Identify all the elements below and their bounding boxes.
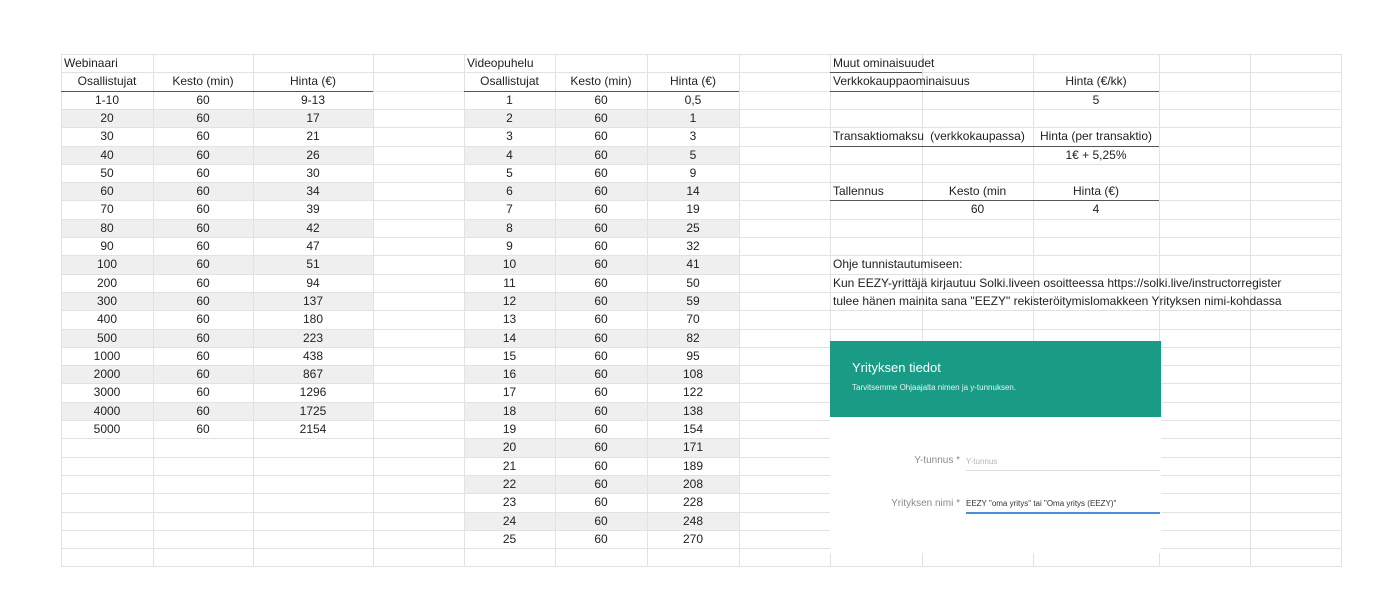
webinar-cell[interactable]: 60 xyxy=(196,312,210,327)
webinar-cell[interactable]: 80 xyxy=(100,220,114,235)
video-cell[interactable]: 3 xyxy=(689,129,697,144)
video-cell[interactable]: 19 xyxy=(686,202,700,217)
transaction-price[interactable]: 1€ + 5,25% xyxy=(1065,147,1127,162)
webinar-cell[interactable]: 60 xyxy=(196,367,210,382)
video-cell[interactable]: 59 xyxy=(686,293,700,308)
webinar-cell[interactable]: 94 xyxy=(306,275,320,290)
webinar-cell[interactable]: 1725 xyxy=(299,403,327,418)
webinar-cell[interactable]: 2154 xyxy=(299,422,327,436)
video-cell[interactable]: 270 xyxy=(682,531,704,546)
form-body xyxy=(830,417,1161,553)
video-cell[interactable]: 95 xyxy=(686,348,700,363)
webinar-cell[interactable]: 1-10 xyxy=(94,92,120,107)
recording-duration-header[interactable]: Kesto (min xyxy=(948,184,1007,199)
video-cell[interactable]: 60 xyxy=(594,110,608,125)
video-cell[interactable]: 60 xyxy=(594,275,608,290)
video-cell[interactable]: 22 xyxy=(502,476,517,491)
webinar-cell[interactable]: 60 xyxy=(196,257,210,272)
webinar-cell[interactable]: 50 xyxy=(100,165,114,180)
video-cell[interactable]: 60 xyxy=(594,531,608,546)
webinar-cell[interactable]: 60 xyxy=(196,129,210,144)
webinar-cell[interactable]: 137 xyxy=(302,293,324,308)
webinar-cell[interactable]: 223 xyxy=(302,330,324,345)
video-cell[interactable]: 0,5 xyxy=(684,92,702,107)
transaction-label[interactable]: Transaktiomaksu xyxy=(833,129,924,144)
recording-label[interactable]: Tallennus xyxy=(833,184,884,199)
video-cell[interactable]: 5 xyxy=(689,147,697,162)
webinar-cell[interactable]: 4000 xyxy=(93,403,121,418)
video-cell[interactable]: 70 xyxy=(686,312,700,327)
video-cell[interactable]: 11 xyxy=(503,275,516,290)
video-cell[interactable]: 60 xyxy=(594,92,608,107)
webinar-cell[interactable]: 180 xyxy=(302,312,324,327)
company-name-label: Yrityksen nimi * xyxy=(891,498,960,509)
video-cell[interactable]: 17 xyxy=(502,385,517,400)
video-cell[interactable]: 14 xyxy=(502,330,517,345)
webinar-cell[interactable]: 200 xyxy=(96,275,118,290)
webinar-cell[interactable]: 60 xyxy=(196,422,210,436)
video-cell[interactable]: 60 xyxy=(594,312,608,327)
webinar-cell[interactable]: 438 xyxy=(302,348,324,363)
ecommerce-price-header[interactable]: Hinta (€/kk) xyxy=(1065,74,1127,89)
video-cell[interactable]: 60 xyxy=(594,476,608,491)
video-cell[interactable]: 60 xyxy=(594,440,608,455)
video-cell[interactable]: 60 xyxy=(594,513,608,528)
webinar-cell[interactable]: 60 xyxy=(196,385,210,400)
webinar-cell[interactable]: 21 xyxy=(306,129,320,144)
webinar-cell[interactable]: 30 xyxy=(306,165,320,180)
webinar-cell[interactable]: 500 xyxy=(96,330,118,345)
video-cell[interactable]: 108 xyxy=(682,367,704,382)
video-cell[interactable]: 60 xyxy=(594,348,608,363)
video-header[interactable]: Kesto (min) xyxy=(570,74,632,89)
company-info-form xyxy=(830,341,1161,553)
transaction-sub[interactable]: (verkkokaupassa) xyxy=(930,129,1025,144)
video-cell[interactable]: 189 xyxy=(682,458,704,473)
video-cell[interactable]: 13 xyxy=(502,312,517,327)
recording-price[interactable]: 4 xyxy=(1092,202,1100,217)
video-cell[interactable]: 25 xyxy=(502,531,517,546)
webinar-cell[interactable]: 400 xyxy=(96,312,118,327)
webinar-cell[interactable]: 60 xyxy=(196,275,210,290)
video-cell[interactable]: 60 xyxy=(594,165,608,180)
video-title[interactable]: Videopuhelu xyxy=(467,56,534,70)
webinar-cell[interactable]: 40 xyxy=(100,147,114,162)
video-cell[interactable]: 16 xyxy=(502,367,517,382)
webinar-cell[interactable]: 60 xyxy=(196,239,210,253)
webinar-cell[interactable]: 60 xyxy=(196,330,210,345)
video-cell[interactable]: 7 xyxy=(506,202,513,217)
ytunnus-label: Y-tunnus * xyxy=(914,455,960,466)
webinar-cell[interactable]: 26 xyxy=(306,147,320,162)
instruction-line[interactable]: Ohje tunnistautumiseen: xyxy=(833,257,963,272)
webinar-cell[interactable]: 70 xyxy=(100,202,114,217)
webinar-cell[interactable]: 60 xyxy=(196,202,210,217)
webinar-cell[interactable]: 2000 xyxy=(93,367,121,382)
webinar-cell[interactable]: 60 xyxy=(196,165,210,180)
recording-price-header[interactable]: Hinta (€) xyxy=(1072,184,1119,199)
webinar-cell[interactable]: 60 xyxy=(196,184,210,199)
webinar-header[interactable]: Kesto (min) xyxy=(172,74,234,89)
webinar-cell[interactable]: 1000 xyxy=(93,348,121,363)
video-cell[interactable]: 5 xyxy=(506,165,513,180)
form-title: Yrityksen tiedot xyxy=(852,360,941,375)
webinar-header[interactable]: Hinta (€) xyxy=(289,74,336,89)
video-cell[interactable]: 171 xyxy=(682,440,704,455)
video-cell[interactable]: 1 xyxy=(506,92,513,107)
video-cell[interactable]: 3 xyxy=(506,129,513,144)
video-cell[interactable]: 60 xyxy=(594,422,608,436)
video-header[interactable]: Osallistujat xyxy=(480,74,539,89)
video-cell[interactable]: 60 xyxy=(594,330,608,345)
video-cell[interactable]: 60 xyxy=(594,495,608,510)
webinar-cell[interactable]: 17 xyxy=(306,110,320,125)
company-name-input[interactable] xyxy=(966,494,1160,514)
video-cell[interactable]: 82 xyxy=(686,330,700,345)
webinar-cell[interactable]: 60 xyxy=(196,92,210,107)
video-cell[interactable]: 60 xyxy=(594,239,608,253)
webinar-cell[interactable]: 60 xyxy=(196,110,210,125)
webinar-cell[interactable]: 20 xyxy=(100,110,114,125)
grid-row-line xyxy=(61,54,1341,55)
webinar-cell[interactable]: 867 xyxy=(302,367,324,382)
webinar-cell[interactable]: 60 xyxy=(196,147,210,162)
webinar-cell[interactable]: 9-13 xyxy=(300,92,326,107)
video-cell[interactable]: 9 xyxy=(689,165,697,180)
video-cell[interactable]: 154 xyxy=(682,422,704,436)
webinar-cell[interactable]: 60 xyxy=(100,184,114,199)
webinar-cell[interactable]: 51 xyxy=(306,257,320,272)
video-cell[interactable]: 50 xyxy=(686,275,700,290)
webinar-cell[interactable]: 60 xyxy=(196,220,210,235)
video-cell[interactable]: 248 xyxy=(682,513,704,528)
video-cell[interactable]: 60 xyxy=(594,403,608,418)
video-cell[interactable]: 60 xyxy=(594,147,608,162)
video-cell[interactable]: 60 xyxy=(594,367,608,382)
other-title[interactable]: Muut ominaisuudet xyxy=(833,56,935,70)
video-cell[interactable]: 60 xyxy=(594,385,608,400)
webinar-header[interactable]: Osallistujat xyxy=(77,74,137,89)
grid-row-line xyxy=(61,566,1341,567)
ecommerce-price[interactable]: 5 xyxy=(1092,92,1100,107)
recording-duration[interactable]: 60 xyxy=(970,202,985,217)
form-subtitle: Tarvitsemme Ohjaajalta nimen ja y-tunnuksen. xyxy=(852,383,1017,392)
form-header xyxy=(830,341,1161,417)
video-cell[interactable]: 60 xyxy=(594,184,608,199)
transaction-price-header[interactable]: Hinta (per transaktio) xyxy=(1039,129,1153,144)
webinar-cell[interactable]: 60 xyxy=(196,293,210,308)
video-cell[interactable]: 25 xyxy=(686,220,700,235)
video-cell[interactable]: 12 xyxy=(502,293,517,308)
webinar-cell[interactable]: 34 xyxy=(306,184,320,199)
video-cell[interactable]: 21 xyxy=(502,458,517,473)
video-cell[interactable]: 138 xyxy=(682,403,704,418)
webinar-cell[interactable]: 3000 xyxy=(93,385,121,400)
video-cell[interactable]: 23 xyxy=(502,495,517,510)
webinar-cell[interactable]: 39 xyxy=(306,202,320,217)
webinar-title[interactable]: Webinaari xyxy=(64,56,118,70)
video-cell[interactable]: 122 xyxy=(682,385,704,400)
webinar-cell[interactable]: 300 xyxy=(96,293,118,308)
video-cell[interactable]: 4 xyxy=(506,147,513,162)
instruction-line[interactable]: Kun EEZY-yrittäjä kirjautuu Solki.liveen osoitteessa https://solki.live/instructorregister xyxy=(833,275,1282,290)
video-cell[interactable]: 24 xyxy=(502,513,517,528)
video-cell[interactable]: 2 xyxy=(506,110,513,125)
video-cell[interactable]: 32 xyxy=(686,239,700,253)
video-cell[interactable]: 9 xyxy=(506,239,513,253)
video-cell[interactable]: 60 xyxy=(594,293,608,308)
ecommerce-label[interactable]: Verkkokauppaominaisuus xyxy=(833,74,970,89)
webinar-cell[interactable]: 47 xyxy=(306,239,320,253)
video-cell[interactable]: 19 xyxy=(502,422,517,436)
video-cell[interactable]: 60 xyxy=(594,458,608,473)
grid-column-line xyxy=(1341,54,1342,567)
webinar-cell[interactable]: 60 xyxy=(196,348,210,363)
webinar-cell[interactable]: 5000 xyxy=(93,422,121,436)
video-cell[interactable]: 60 xyxy=(594,220,608,235)
video-cell[interactable]: 208 xyxy=(682,476,704,491)
video-cell[interactable]: 60 xyxy=(594,257,608,272)
webinar-cell[interactable]: 90 xyxy=(100,239,114,253)
webinar-cell[interactable]: 42 xyxy=(306,220,320,235)
video-cell[interactable]: 14 xyxy=(686,184,700,199)
webinar-cell[interactable]: 60 xyxy=(196,403,210,418)
video-cell[interactable]: 15 xyxy=(502,348,517,363)
video-cell[interactable]: 41 xyxy=(686,257,700,272)
video-cell[interactable]: 8 xyxy=(506,220,513,235)
webinar-cell[interactable]: 100 xyxy=(96,257,118,272)
webinar-cell[interactable]: 30 xyxy=(100,129,114,144)
webinar-cell[interactable]: 1296 xyxy=(299,385,327,400)
video-cell[interactable]: 20 xyxy=(502,440,517,455)
video-cell[interactable]: 60 xyxy=(594,129,608,144)
video-cell[interactable]: 18 xyxy=(502,403,517,418)
video-cell[interactable]: 10 xyxy=(502,257,517,272)
ytunnus-input[interactable] xyxy=(966,452,1160,471)
video-cell[interactable]: 1 xyxy=(689,110,697,125)
video-cell[interactable]: 6 xyxy=(506,184,513,199)
video-cell[interactable]: 228 xyxy=(682,495,704,510)
instruction-line[interactable]: tulee hänen mainita sana "EEZY" rekisteröitymislomakkeen Yrityksen nimi-kohdassa xyxy=(833,293,1282,308)
video-cell[interactable]: 60 xyxy=(594,202,608,217)
video-header[interactable]: Hinta (€) xyxy=(669,74,716,89)
